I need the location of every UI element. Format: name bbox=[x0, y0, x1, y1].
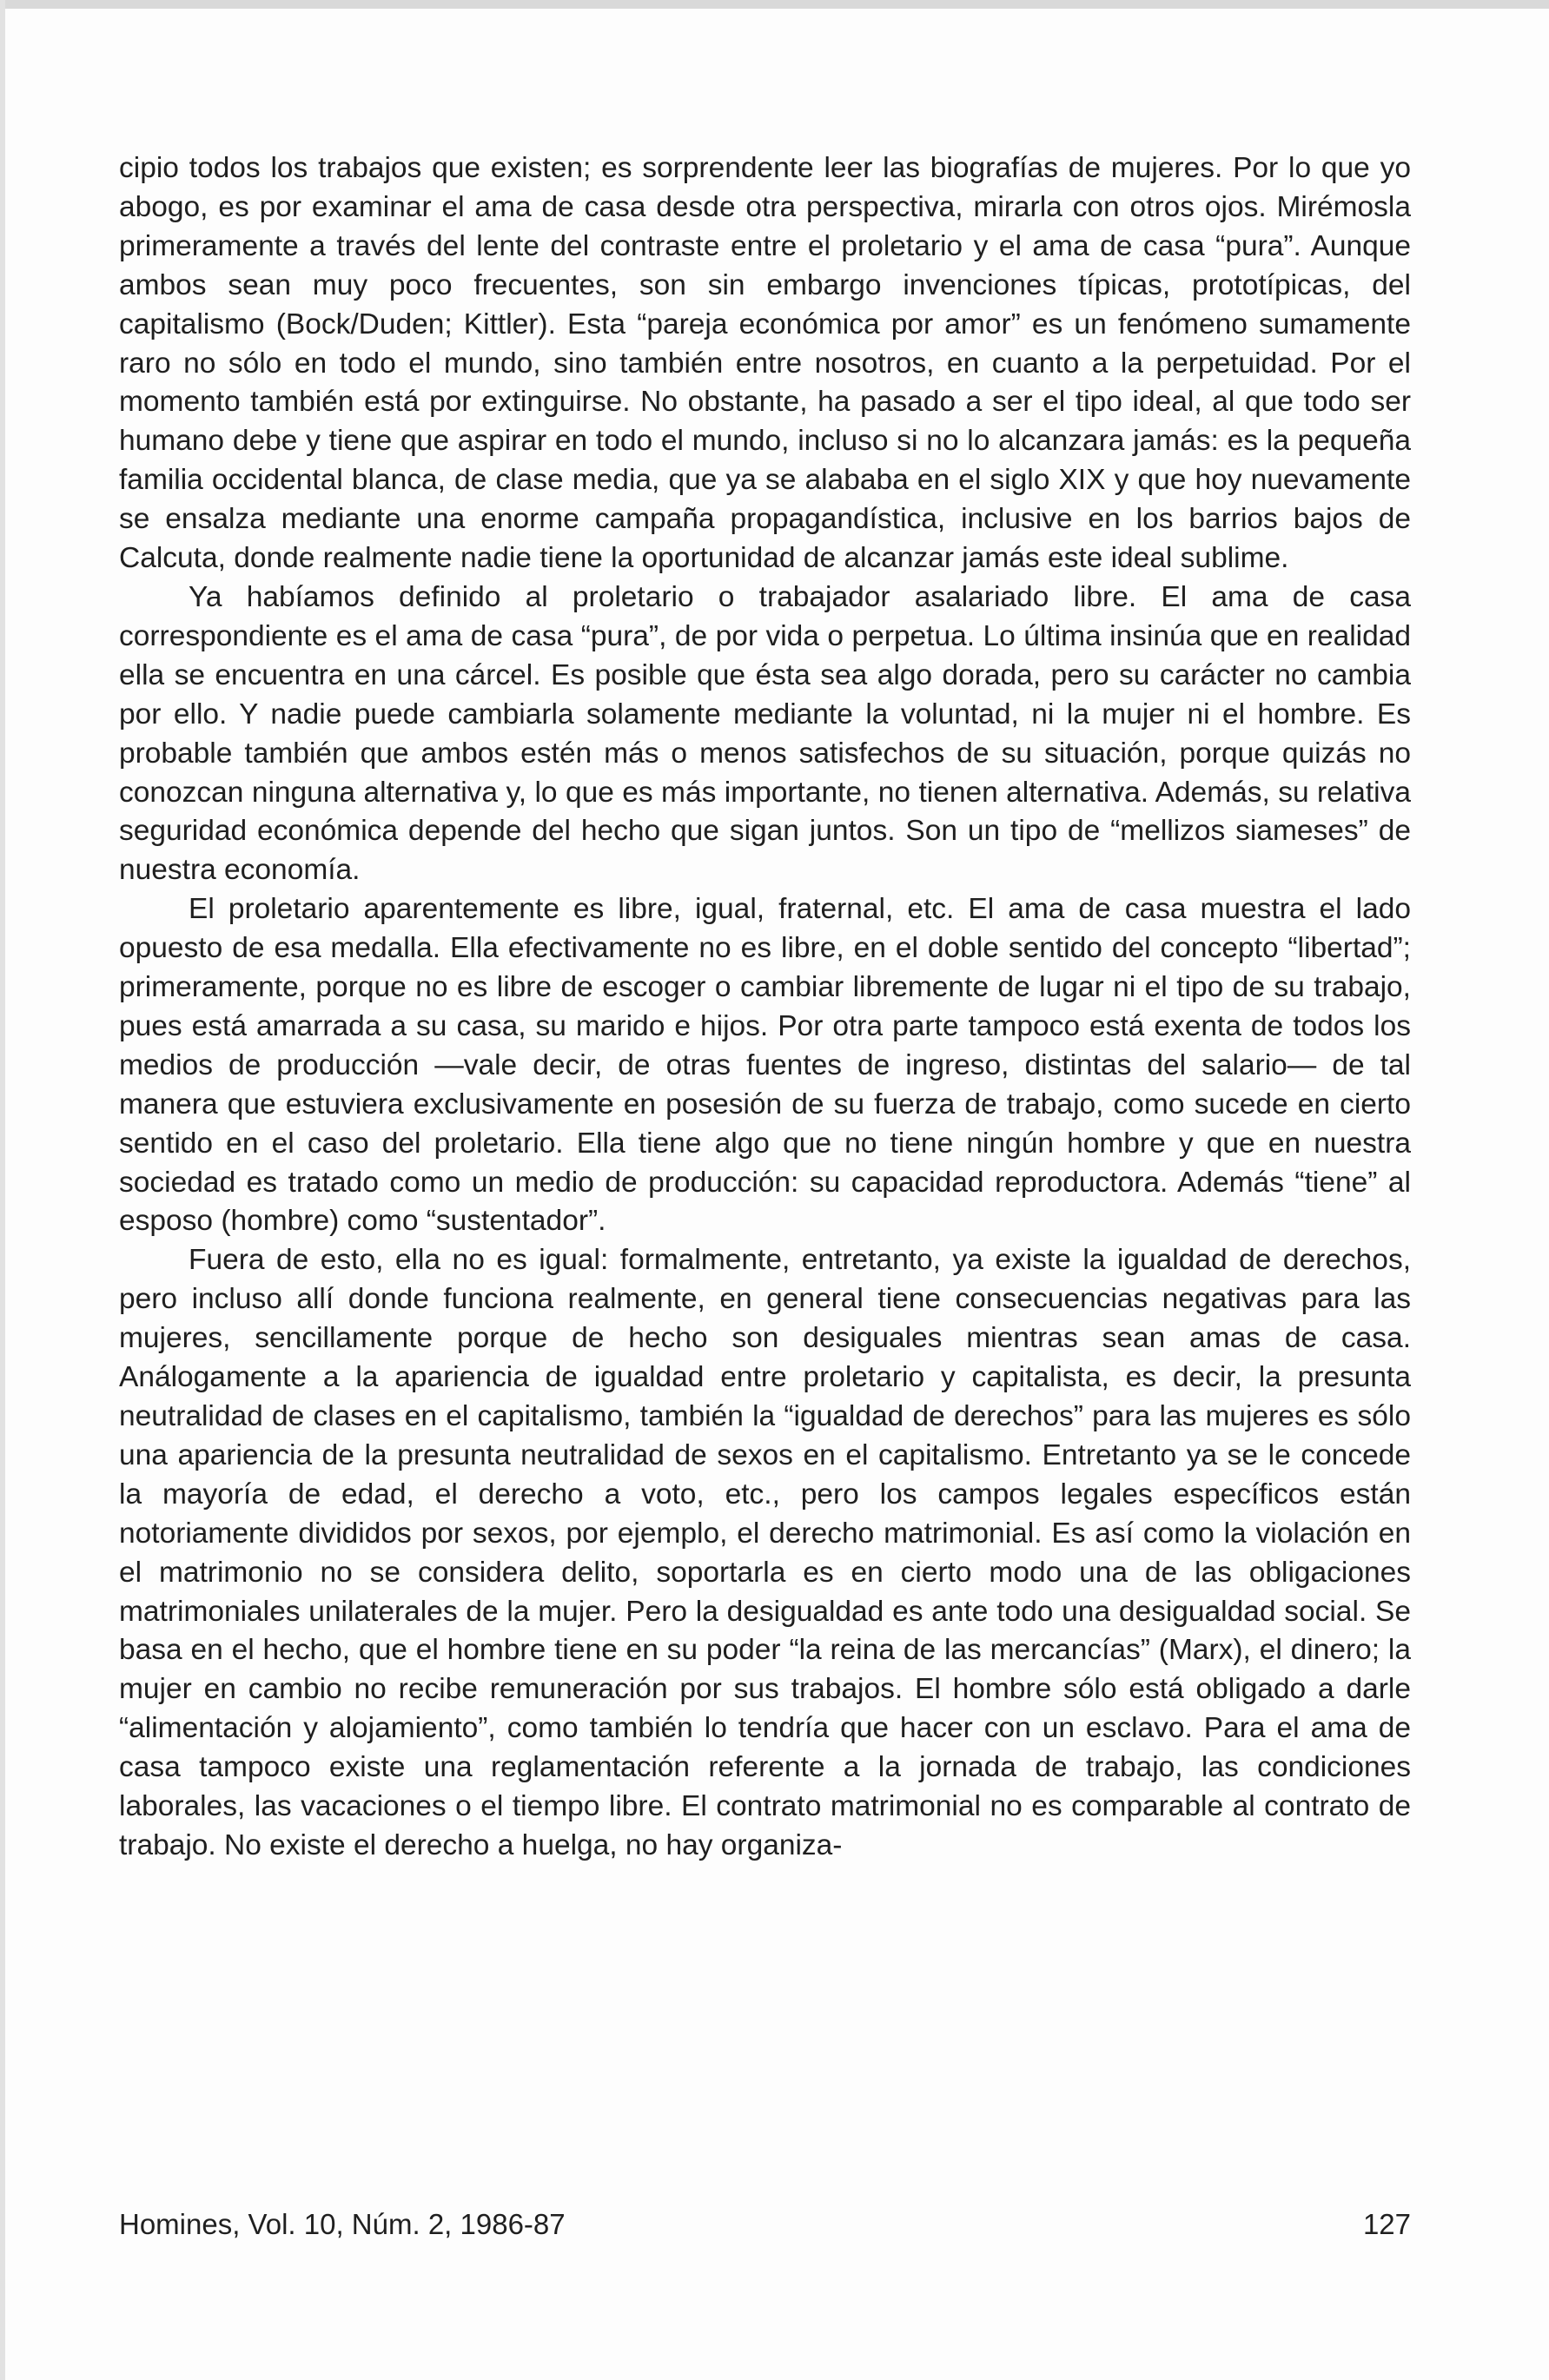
scan-border-left bbox=[0, 0, 5, 2380]
paragraph-igualdad: Fuera de esto, ella no es igual: formalmente, entretanto, ya existe la igualdad de derechos, pero incluso allí donde funciona realmente, en general tiene consecuencias negativas para las mujeres, sencillamente porque de hecho son desiguales mientras sean amas de casa. Análogamente a la apariencia de igualdad entre proletario y capitalista, es decir, la presunta neutralidad de clases en el capitalismo, también la “igualdad de derechos” para las mujeres es sólo una apariencia de la presunta neutralidad de sexos en el capitalismo. Entretanto ya se le concede la mayoría de edad, el derecho a voto, etc., pero los campos legales específicos están notoriamente divididos por sexos, por ejemplo, el derecho matrimonial. Es así como la violación en el matrimonio no se considera delito, soportarla es en cierto modo una de las obligaciones matrimoniales unilaterales de la mujer. Pero la desigualdad es ante todo una desigualdad social. Se basa en el hecho, que el hombre tiene en su poder “la reina de las mercancías” (Marx), el dinero; la mujer en cambio no recibe remuneración por sus trabajos. El hombre sólo está obligado a darle “alimentación y alojamiento”, como también lo tendría que hacer con un esclavo. Para el ama de casa tampoco existe una reglamentación referente a la jornada de trabajo, las condiciones laborales, las vacaciones o el tiempo libre. El contrato matrimonial no es comparable al contrato de trabajo. No existe el derecho a huelga, no hay organiza- bbox=[119, 1244, 1411, 1861]
page-number: 127 bbox=[1362, 2208, 1411, 2240]
journal-citation: Homines, Vol. 10, Núm. 2, 1986-87 bbox=[119, 2208, 566, 2240]
page-body bbox=[119, 149, 1411, 1866]
scan-border-top bbox=[0, 0, 1549, 9]
page-footer bbox=[119, 2208, 1411, 2246]
paragraph-libertad: El proletario aparentemente es libre, igual, fraternal, etc. El ama de casa muestra el lado opuesto de esa medalla. Ella efectivamente no es libre, en el doble sentido del concepto “libertad”; primeramente, porque no es libre de escoger o cambiar libremente de lugar ni el tipo de su trabajo, pues está amarrada a su casa, su marido e hijos. Por otra parte tampoco está exenta de todos los medios de producción —vale decir, de otras fuentes de ingreso, distintas del salario— de tal manera que estuviera exclusivamente en posesión de su fuerza de trabajo, como sucede en cierto sentido en el caso del proletario. Ella tiene algo que no tiene ningún hombre y que en nuestra sociedad es tratado como un medio de producción: su capacidad reproductora. Además “tiene” al esposo (hombre) como “sustentador”. bbox=[119, 893, 1411, 1238]
paragraph-proletario-definition: Ya habíamos definido al proletario o trabajador asalariado libre. El ama de casa correspondiente es el ama de casa “pura”, de por vida o perpetua. Lo última insinúa que en realidad ella se encuentra en una cárcel. Es posible que ésta sea algo dorada, pero su carácter no cambia por ello. Y nadie puede cambiarla solamente mediante la voluntad, ni la mujer ni el hombre. Es probable también que ambos estén más o menos satisfechos de su situación, porque quizás no conozcan ninguna alternativa y, lo que es más importante, no tienen alternativa. Además, su relativa seguridad económica depende del hecho que sigan juntos. Son un tipo de “mellizos siameses” de nuestra economía. bbox=[119, 580, 1411, 887]
paragraph-continuation: cipio todos los trabajos que existen; es sorprendente leer las biografías de mujeres. Por lo que yo abogo, es por examinar el ama de casa desde otra perspectiva, mirarla con otros ojos. Mirémosla primeramente a través del lente del contraste entre el proletario y el ama de casa “pura”. Aunque ambos sean muy poco frecuentes, son sin embargo invenciones típicas, prototípicas, del capitalismo (Bock/Duden; Kittler). Esta “pareja económica por amor” es un fenómeno sumamente raro no sólo en todo el mundo, sino también entre nosotros, en cuanto a la perpetuidad. Por el momento también está por extinguirse. No obstante, ha pasado a ser el tipo ideal, al que todo ser humano debe y tiene que aspirar en todo el mundo, incluso si no lo alcanzara jamás: es la pequeña familia occidental blanca, de clase media, que ya se alababa en el siglo XIX y que hoy nuevamente se ensalza mediante una enorme campaña propagandística, inclusive en los barrios bajos de Calcuta, donde realmente nadie tiene la oportunidad de alcanzar jamás este ideal sublime. bbox=[119, 152, 1411, 575]
